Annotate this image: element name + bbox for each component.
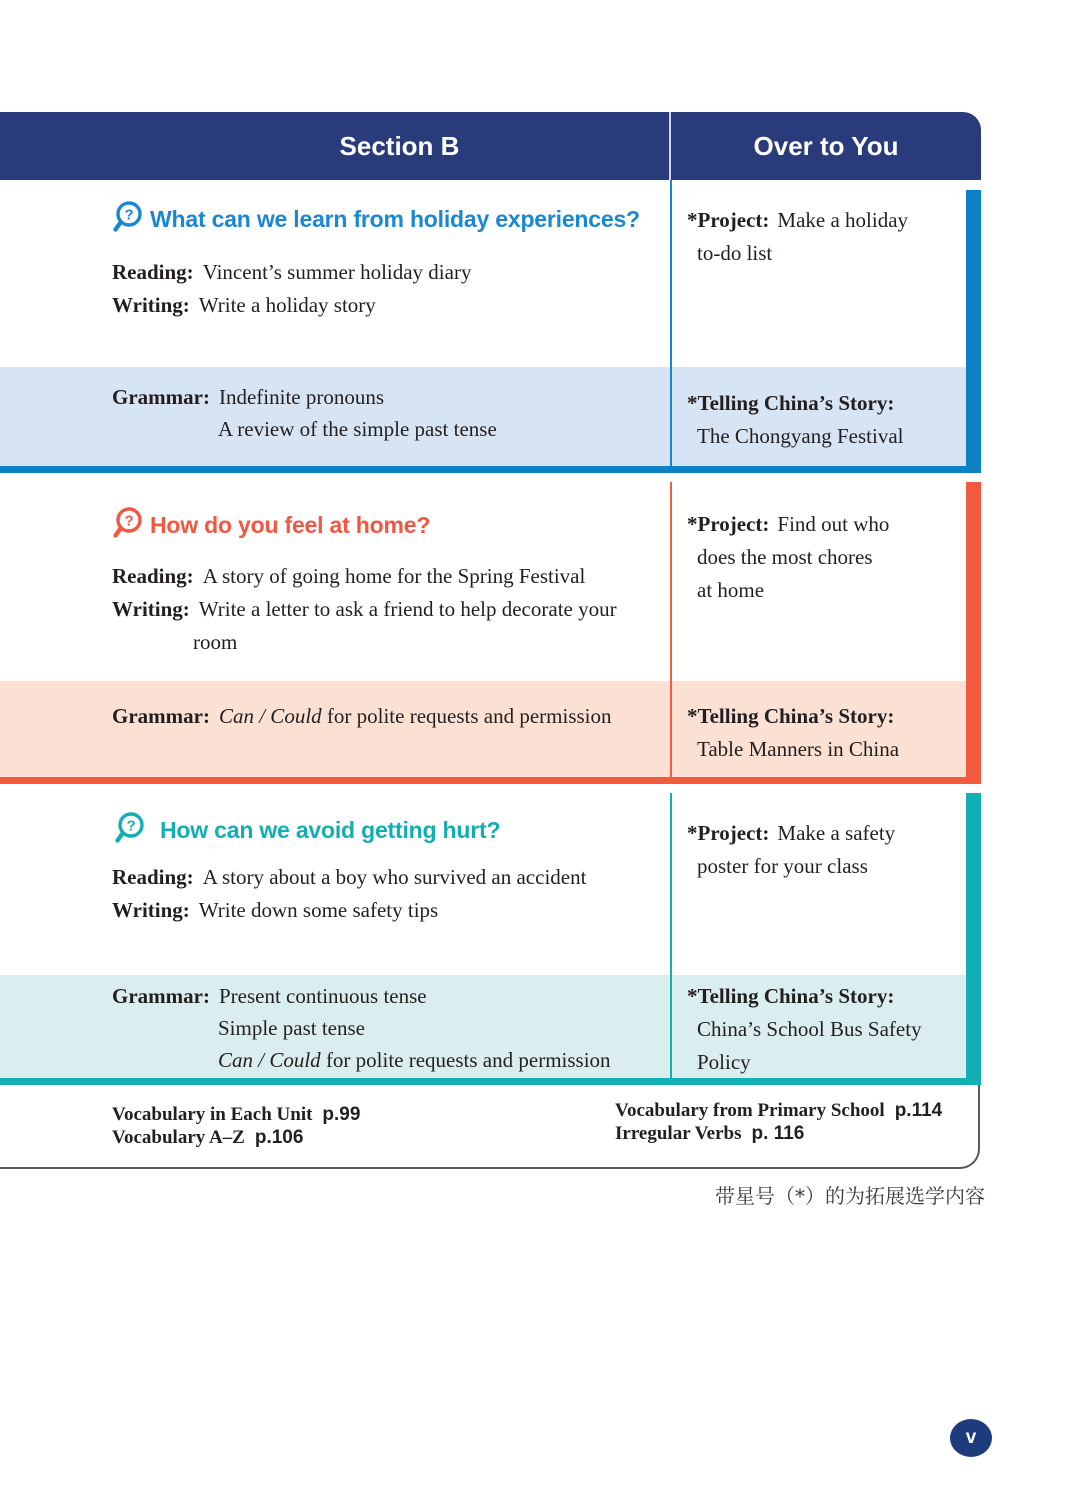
grammar-text: A review of the simple past tense — [218, 417, 497, 441]
grammar-text: Present continuous tense — [218, 984, 427, 1008]
telling-label: *Telling China’s Story: — [687, 704, 895, 728]
unit-row-holiday-experiences — [0, 180, 981, 473]
magnifier-question-icon — [110, 811, 148, 849]
telling-block — [687, 387, 903, 453]
reading-line — [112, 256, 471, 289]
vocab-page: p. 116 — [751, 1123, 805, 1144]
unit-question-heading — [110, 811, 500, 849]
grammar-label: Grammar: — [112, 385, 210, 409]
vocab-label: Vocabulary A–Z — [112, 1127, 245, 1148]
writing-text: Write down some safety tips — [198, 898, 439, 922]
project-line — [687, 204, 908, 237]
grammar-text: for polite requests and permission — [321, 704, 612, 728]
column-divider-line — [670, 180, 672, 466]
grammar-line — [112, 980, 427, 1013]
asterisk-footnote: 带星号（*）的为拓展选学内容 — [715, 1184, 985, 1208]
unit-question-text: What can we learn from holiday experiences? — [150, 205, 640, 232]
project-text: Make a holiday — [777, 208, 909, 232]
grammar-text: Simple past tense — [218, 1016, 365, 1040]
table-header — [0, 112, 981, 180]
vocab-entry — [112, 1103, 360, 1126]
writing-label: Writing: — [112, 293, 190, 317]
section-divider-bar — [0, 1078, 981, 1085]
unit-question-text: How do you feel at home? — [150, 511, 431, 538]
column-header-over-to-you: Over to You — [753, 130, 899, 161]
project-line: at home — [697, 578, 765, 602]
project-label: *Project: — [687, 512, 770, 536]
telling-line: The Chongyang Festival — [697, 424, 904, 448]
grammar-italic: Can / Could — [218, 1048, 321, 1072]
vocab-page: p.114 — [894, 1100, 943, 1121]
telling-block — [687, 980, 922, 1079]
column-header-section-b: Section B — [0, 112, 671, 180]
writing-line — [112, 894, 438, 927]
reading-text: A story about a boy who survived an accident — [202, 865, 587, 889]
project-label: *Project: — [687, 208, 770, 232]
unit-accent-bar — [966, 482, 981, 784]
grammar-text: for polite requests and permission — [320, 1048, 611, 1072]
grammar-line — [218, 1044, 611, 1077]
vocab-entry — [615, 1099, 942, 1122]
reading-line — [112, 861, 586, 894]
grammar-label: Grammar: — [112, 704, 210, 728]
unit-row-avoid-getting-hurt — [0, 793, 981, 1085]
reading-text: A story of going home for the Spring Festival — [202, 564, 586, 588]
unit-accent-bar — [966, 793, 981, 1085]
telling-block — [687, 700, 902, 766]
grammar-line — [218, 413, 497, 446]
writing-label: Writing: — [112, 597, 190, 621]
reading-line — [112, 560, 585, 593]
section-divider-bar — [0, 466, 981, 473]
page-number-badge: v — [950, 1419, 992, 1457]
column-divider-line — [670, 482, 672, 777]
unit-question-heading — [108, 506, 430, 544]
writing-line-continuation: room — [193, 630, 238, 654]
project-block — [687, 508, 889, 607]
writing-line — [112, 593, 617, 626]
grammar-text: Indefinite pronouns — [218, 385, 385, 409]
grammar-italic: Can / Could — [218, 704, 322, 728]
writing-line — [112, 289, 376, 322]
grammar-line — [112, 381, 384, 414]
writing-text: Write a letter to ask a friend to help decorate your — [198, 597, 617, 621]
project-line: does the most chores — [697, 545, 873, 569]
svg-text:?: ? — [124, 512, 134, 530]
project-line: to-do list — [697, 241, 773, 265]
project-block — [687, 817, 895, 883]
magnifier-question-icon — [108, 200, 146, 238]
vocab-page: p.99 — [322, 1104, 361, 1125]
unit-question-text: How can we avoid getting hurt? — [160, 816, 501, 843]
vocab-entry — [615, 1122, 942, 1145]
project-label: *Project: — [687, 821, 770, 845]
vocab-label: Vocabulary from Primary School — [615, 1100, 885, 1121]
vocab-label: Irregular Verbs — [615, 1123, 742, 1144]
telling-line: Table Manners in China — [697, 737, 900, 761]
project-line — [687, 508, 889, 541]
writing-label: Writing: — [112, 898, 190, 922]
magnifier-question-icon — [108, 506, 146, 544]
project-line: poster for your class — [697, 854, 868, 878]
vocab-page: p.106 — [254, 1127, 304, 1148]
project-text: Find out who — [777, 512, 890, 536]
telling-label: *Telling China’s Story: — [687, 984, 895, 1008]
reading-label: Reading: — [112, 260, 194, 284]
project-line — [687, 817, 895, 850]
reading-label: Reading: — [112, 865, 194, 889]
telling-line: China’s School Bus Safety — [697, 1017, 922, 1041]
reading-label: Reading: — [112, 564, 194, 588]
vocab-label: Vocabulary in Each Unit — [112, 1104, 313, 1125]
writing-text: Write a holiday story — [198, 293, 376, 317]
unit-accent-bar — [966, 190, 981, 466]
telling-line: Policy — [697, 1050, 751, 1074]
vocab-list-left — [112, 1103, 360, 1149]
section-divider-bar — [0, 777, 981, 784]
column-divider-line — [670, 793, 672, 1078]
grammar-line — [218, 1012, 365, 1045]
reading-text: Vincent’s summer holiday diary — [202, 260, 472, 284]
vocab-entry — [112, 1126, 360, 1149]
svg-text:?: ? — [124, 206, 134, 224]
unit-row-feel-at-home — [0, 482, 981, 784]
grammar-line — [112, 700, 612, 733]
svg-text:?: ? — [126, 817, 136, 835]
vocab-list-right — [615, 1099, 942, 1145]
unit-question-heading — [108, 200, 640, 238]
grammar-label: Grammar: — [112, 984, 210, 1008]
project-block — [687, 204, 908, 270]
telling-label: *Telling China’s Story: — [687, 391, 895, 415]
project-text: Make a safety — [777, 821, 896, 845]
